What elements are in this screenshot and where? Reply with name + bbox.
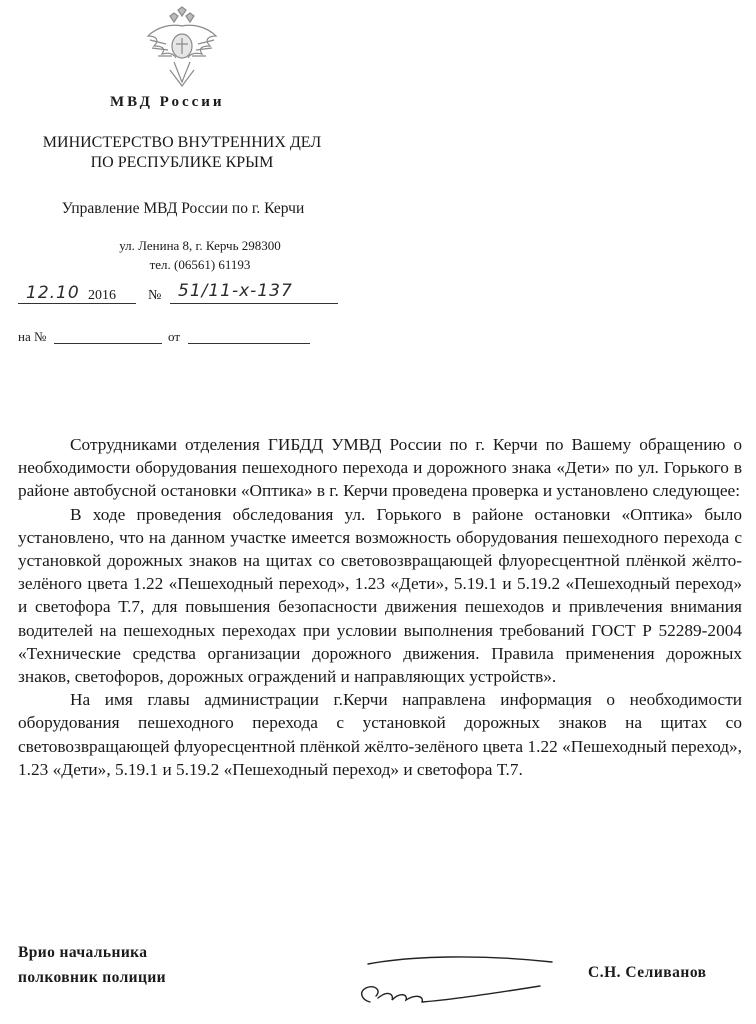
paragraph: В ходе проведения обследования ул. Горького в районе остановки «Оптика» было установлено, что на данном участке имеется возможность оборудования пешеходного перехода с установкой дорожных знаков на щитах со световозвращающей флуоресцентной плёнкой жёлто-зелёного цвета 1.22 «Пешеходный переход», 1.23 «Дети», 5.19.1 и 5.19.2 «Пешеходный переход» и светофора Т.7, для повышения безопасности движения пешеходов и привлечения внимания водителей на пешеходных переходах при условии выполнения требований ГОСТ Р 52289-2004 «Технические средства организации дорожного движения. Правила применения дорожных знаков, светофоров, дорожных ограждений и направляющих устройств». [18, 504, 742, 687]
reply-to-line [18, 329, 318, 349]
position-line1: Врио начальника [18, 944, 148, 961]
position-line2: полковник полиции [18, 969, 166, 986]
signer-position [18, 940, 166, 990]
registration-line [18, 283, 338, 313]
from-label: от [168, 329, 181, 344]
ministry-full-line2: ПО РЕСПУБЛИКЕ КРЫМ [90, 154, 274, 171]
address: ул. Ленина 8, г. Керчь 298300 [119, 238, 281, 253]
handwritten-signature [340, 950, 560, 1020]
reply-to-label: на № [18, 329, 47, 344]
paragraph: На имя главы администрации г.Керчи направлена информация о необходимости оборудования пешеходного перехода с установкой дорожных знаков на щитах со световозвращающей флуоресцентной плёнкой жёлто-зелёного цвета 1.22 «Пешеходный переход», 1.23 «Дети», 5.19.1 и 5.19.2 «Пешеходный переход» и светофора Т.7. [18, 690, 742, 779]
date-handwritten: 12.10 [26, 283, 80, 303]
department-name: Управление МВД России по г. Керчи [61, 200, 305, 217]
number-sign: № [148, 288, 162, 303]
ministry-short-name: МВД России [110, 94, 225, 110]
eagle-emblem-icon [144, 6, 220, 88]
ministry-full-name [18, 133, 346, 173]
phone: тел. (06561) 61193 [149, 257, 251, 272]
signer-name: С.Н. Селиванов [588, 964, 707, 981]
paragraph: Сотрудниками отделения ГИБДД УМВД России по г. Керчи по Вашему обращению о необходимости оборудования пешеходного перехода и дорожного знака «Дети» по ул. Горького в районе автобусной остановки «Оптика» в г. Керчи проведена проверка и установлено следующее: [18, 435, 742, 501]
number-underline [170, 303, 338, 304]
address-block [90, 236, 310, 274]
number-handwritten: 51/11-х-137 [178, 281, 293, 301]
reply-number-underline [54, 343, 162, 344]
reply-date-underline [188, 343, 310, 344]
letter-body [18, 433, 742, 781]
ministry-full-line1: МИНИСТЕРСТВО ВНУТРЕННИХ ДЕЛ [42, 134, 322, 151]
year-printed: 2016 [88, 288, 116, 303]
date-underline [18, 303, 136, 304]
